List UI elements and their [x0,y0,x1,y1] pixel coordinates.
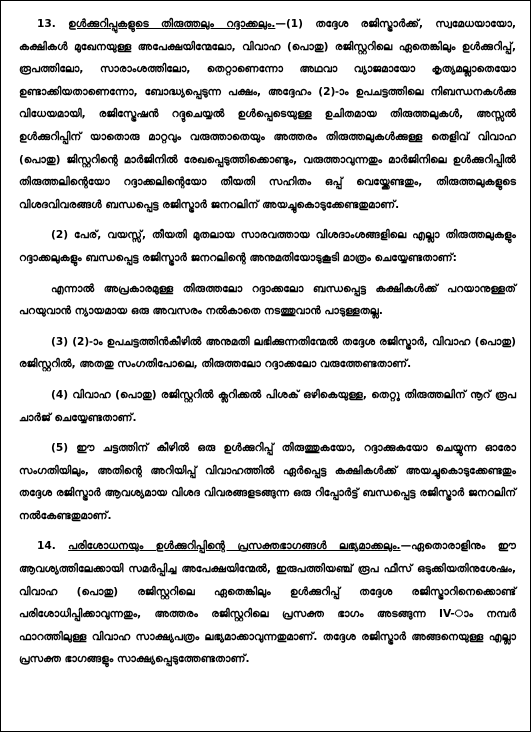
section-14-heading: പരിശോധനയും ഉൾക്കുറിപ്പിന്റെ പ്രസക്തഭാഗങ്ങൾ ലഭ്യമാക്കലും. [68,540,401,553]
section-14-text: —ഏതൊരാളിനും ഈ ആവശ്യത്തിലേക്കായി സമർപ്പിച്ച അപേക്ഷയിന്മേൽ, ഇരുപത്തിയഞ്ച് രൂപ ഫീസ് ഒടുക്കിയതിനുശേഷം, വിവാഹ (പൊതു) രജിസ്റ്ററിലെ ഏതെങ്കിലും ഉൾക്കുറിപ്പ് തദ്ദേശ രജിസ്ട്രാറിനെക്കൊണ്ട് പരിശോധിപ്പിക്കാവുന്നതും, അത്തരം രജിസ്റ്ററിലെ പ്രസക്ത ഭാഗം അടങ്ങുന്ന IV-ാം നമ്പർ ഫാറത്തിലുള്ള വിവാഹ സാക്ഷ്യപത്രം ലഭ്യമാക്കാവുന്നതുമാണ്. തദ്ദേശ രജിസ്ട്രാർ അങ്ങനെയുള്ള എല്ലാ പ്രസക്ത ഭാഗങ്ങളും സാക്ഷ്യപ്പെടുത്തേണ്ടതാണ്. [19,540,516,666]
section-13-subsection-3: (3) (2)-ാം ഉപചട്ടത്തിൻകീഴിൽ അനുമതി ലഭിക്കുന്നതിന്മേൽ തദ്ദേശ രജിസ്ട്രാർ, വിവാഹ (പൊതു) രജിസ്റ്ററിൽ, അതതു സംഗതിപോലെ, തിരുത്തലോ റദ്ദാക്കലോ വരുത്തേണ്ടതാണ്. [19,335,516,371]
section-13-paragraph-1 [19,13,516,216]
section-13-subsection-4: (4) വിവാഹ (പൊതു) രജിസ്റ്ററിൽ ക്ലറിക്കൽ പിശക് ഒഴികെയുള്ള, തെറ്റു തിരുത്തലിന് നൂറ് രൂപ ചാർജ് ചെയ്യേണ്ടതാണ്. [19,388,516,424]
section-14-paragraph [19,535,516,671]
section-14-number: 14. [37,540,56,553]
section-13-subsection-5: (5) ഈ ചട്ടത്തിന് കീഴിൽ ഒരു ഉൾക്കുറിപ്പ് തിരുത്തുകയോ, റദ്ദാക്കുകയോ ചെയ്യുന്ന ഓരോ സംഗതിയിലും, അതിന്റെ അറിയിപ്പ് വിവാഹത്തിൽ ഏർപ്പെട്ട കക്ഷികൾക്ക് അയച്ചുകൊടുക്കേണ്ടതും തദ്ദേശ രജിസ്ട്രാർ ആവശ്യമായ വിശദ വിവരങ്ങളടങ്ങുന്ന ഒരു റിപ്പോർട്ട് ബന്ധപ്പെട്ട രജിസ്ട്രാർ ജനറലിന് നൽകേണ്ടതുമാണ്. [19,442,516,522]
section-13-proviso: എന്നാൽ അപ്രകാരമുള്ള തിരുത്തലോ റദ്ദാക്കലോ ബന്ധപ്പെട്ട കക്ഷികൾക്ക് പറയാനുള്ളത് പറയുവാൻ ന്യായമായ ഒരു അവസരം നൽകാതെ നടത്തുവാൻ പാടുള്ളതല്ല. [19,282,516,318]
section-13-subsection-2: (2) പേര്, വയസ്സ്, തീയതി മുതലായ സാരവത്തായ വിശദാംശങ്ങളിലെ എല്ലാ തിരുത്തലുകളും റദ്ദാക്കലുകളും ബന്ധപ്പെട്ട രജിസ്ട്രാർ ജനറലിന്റെ അനുമതിയോടുകൂടി മാത്രം ചെയ്യേണ്ടതാണ്: [19,229,516,264]
section-13-number: 13. [37,18,56,30]
section-13-heading: ഉൾക്കുറിപ്പുകളുടെ തിരുത്തലും റദ്ദാക്കലും. [68,18,276,30]
section-13-subsection-1-text: —(1) തദ്ദേശ രജിസ്ട്രാർക്ക്, സ്വമേധയായോ, കക്ഷികൾ മുഖേനയുള്ള അപേക്ഷയിന്മേലോ, വിവാഹ (പൊതു) രജിസ്റ്ററിലെ ഏതെങ്കിലും ഉൾക്കുറിപ്പ്, രൂപത്തിലോ, സാരാംശത്തിലോ, തെറ്റാണെന്നോ അഥവാ വ്യാജമായോ കൃത്യമല്ലാതെയോ ഉണ്ടാക്കിയതാണെന്നോ, ബോദ്ധ്യപ്പെടുന്ന പക്ഷം, അദ്ദേഹം (2)-ാം ഉപചട്ടത്തിലെ നിബന്ധനകൾക്കു വിധേയമായി, രജിസ്ട്രേഷൻ റദ്ദുചെയ്യൽ ഉൾപ്പെടെയുള്ള ഉചിതമായ തിരുത്തലുകൾ, അസ്സൽ ഉൾക്കുറിപ്പിന് യാതൊരു മാറ്റവും വരുത്താതെയും അത്തരം തിരുത്തലുകൾക്കുള്ള തെളിവ് വിവാഹ (പൊതു) ജിസ്റ്ററിന്റെ മാർജിനിൽ രേഖപ്പെടുത്തിക്കൊണ്ടും, വരുത്താവുന്നതും മാർജിനിലെ ഉൾക്കുറിപ്പിൽ തിരുത്തലിന്റെയോ റദ്ദാക്കലിന്റെയോ തീയതി സഹിതം ഒപ്പ് വെയ്ക്കേണ്ടതും, തിരുത്തലുകളുടെ വിശദവിവരങ്ങൾ ബന്ധപ്പെട്ട രജിസ്ട്രാർ ജനറലിന് അയച്ചുകൊടുക്കേണ്ടതുമാണ്. [19,18,516,211]
